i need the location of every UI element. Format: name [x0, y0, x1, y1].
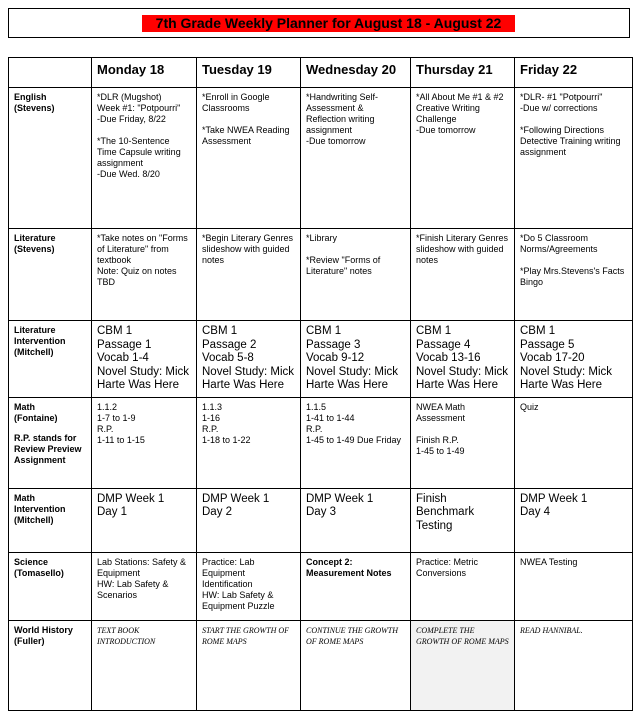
- schedule-cell: DMP Week 1 Day 4: [520, 492, 588, 518]
- schedule-cell: *Library *Review "Forms of Literature" notes: [306, 233, 381, 276]
- schedule-cell: Lab Stations: Safety & Equipment HW: Lab Safety & Scenarios: [97, 556, 187, 600]
- table-row: [9, 552, 633, 620]
- schedule-cell: CBM 1 Passage 3 Vocab 9-12 Novel Study: Mick Harte Was Here: [306, 325, 399, 391]
- schedule-cell: CBM 1 Passage 5 Vocab 17-20 Novel Study: Mick Harte Was Here: [520, 325, 613, 391]
- table-row: [9, 488, 633, 552]
- table-row: [9, 620, 633, 710]
- schedule-cell: Practice: Lab Equipment Identification HW: Lab Safety & Equipment Puzzle: [202, 556, 275, 611]
- corner-cell: [9, 58, 92, 88]
- subject-cell: Literature (Stevens): [9, 229, 92, 321]
- table-row: [9, 321, 633, 398]
- schedule-cell: Practice: Metric Conversions: [416, 556, 479, 578]
- schedule-cell: *All About Me #1 & #2 Creative Writing Challenge -Due tomorrow: [416, 92, 504, 135]
- schedule-cell: Concept 2: Measurement Notes: [306, 556, 392, 578]
- schedule-cell: DMP Week 1 Day 2: [202, 492, 270, 518]
- schedule-cell: *Begin Literary Genres slideshow with guided notes: [202, 233, 294, 265]
- schedule-cell: 1.1.3 1-16 R.P. 1-18 to 1-22: [202, 401, 251, 445]
- table-row: [9, 397, 633, 488]
- day-header: Thursday 21: [411, 58, 515, 88]
- day-header: Wednesday 20: [301, 58, 411, 88]
- day-header: Tuesday 19: [197, 58, 301, 88]
- day-header: Friday 22: [515, 58, 633, 88]
- schedule-cell: CONTINUE THE GROWTH OF ROME MAPS: [306, 625, 399, 646]
- schedule-cell: CBM 1 Passage 4 Vocab 13-16 Novel Study: Mick Harte Was Here: [416, 325, 509, 391]
- schedule-cell: READ HANNIBAL.: [520, 625, 583, 635]
- subject-cell: [9, 397, 92, 488]
- schedule-cell: *DLR (Mugshot) Week #1: "Potpourri" -Due Friday, 8/22 *The 10-Sentence Time Capsule writing assignment -Due Wed. 8/20: [97, 92, 181, 179]
- schedule-cell: DMP Week 1 Day 3: [306, 492, 374, 518]
- subject-note: R.P. stands for Review Preview Assignment: [14, 432, 82, 465]
- subject-cell: Math Intervention (Mitchell): [9, 488, 92, 552]
- subject-cell: World History (Fuller): [9, 620, 92, 710]
- schedule-cell: CBM 1 Passage 2 Vocab 5-8 Novel Study: Mick Harte Was Here: [202, 325, 295, 391]
- page-title: 7th Grade Weekly Planner for August 18 - August 22: [142, 15, 515, 32]
- planner-table: [8, 57, 633, 711]
- subject-label: Math (Fontaine): [14, 401, 58, 423]
- schedule-cell: *Finish Literary Genres slideshow with guided notes: [416, 233, 509, 265]
- schedule-cell: *Do 5 Classroom Norms/Agreements *Play Mrs.Stevens's Facts Bingo: [520, 233, 625, 287]
- table-row: [9, 88, 633, 229]
- schedule-cell: TEXT BOOK INTRODUCTION: [97, 625, 156, 646]
- schedule-cell: Quiz: [520, 401, 539, 412]
- title-box: [8, 8, 630, 38]
- subject-cell: Literature Intervention (Mitchell): [9, 321, 92, 398]
- subject-cell: English (Stevens): [9, 88, 92, 229]
- schedule-cell: CBM 1 Passage 1 Vocab 1-4 Novel Study: Mick Harte Was Here: [97, 325, 190, 391]
- subject-cell: Science (Tomasello): [9, 552, 92, 620]
- schedule-cell: *DLR- #1 "Potpourri" -Due w/ corrections *Following Directions Detective Training writing assignment: [520, 92, 621, 157]
- schedule-cell: COMPLETE THE GROWTH OF ROME MAPS: [416, 625, 509, 646]
- schedule-cell: START THE GROWTH OF ROME MAPS: [202, 625, 290, 646]
- schedule-cell: *Take notes on "Forms of Literature" from textbook Note: Quiz on notes TBD: [97, 233, 188, 287]
- header-row: [9, 58, 633, 88]
- table-row: [9, 229, 633, 321]
- schedule-cell: 1.1.5 1-41 to 1-44 R.P. 1-45 to 1-49 Due Friday: [306, 401, 402, 445]
- schedule-cell: *Handwriting Self-Assessment & Reflection writing assignment -Due tomorrow: [306, 92, 379, 146]
- schedule-cell: NWEA Math Assessment Finish R.P. 1-45 to 1-49: [416, 401, 466, 456]
- schedule-cell: DMP Week 1 Day 1: [97, 492, 165, 518]
- schedule-cell: NWEA Testing: [520, 556, 578, 567]
- schedule-cell: Finish Benchmark Testing: [416, 492, 475, 532]
- schedule-cell: *Enroll in Google Classrooms *Take NWEA Reading Assessment: [202, 92, 290, 146]
- schedule-cell: 1.1.2 1-7 to 1-9 R.P. 1-11 to 1-15: [97, 401, 145, 445]
- day-header: Monday 18: [92, 58, 197, 88]
